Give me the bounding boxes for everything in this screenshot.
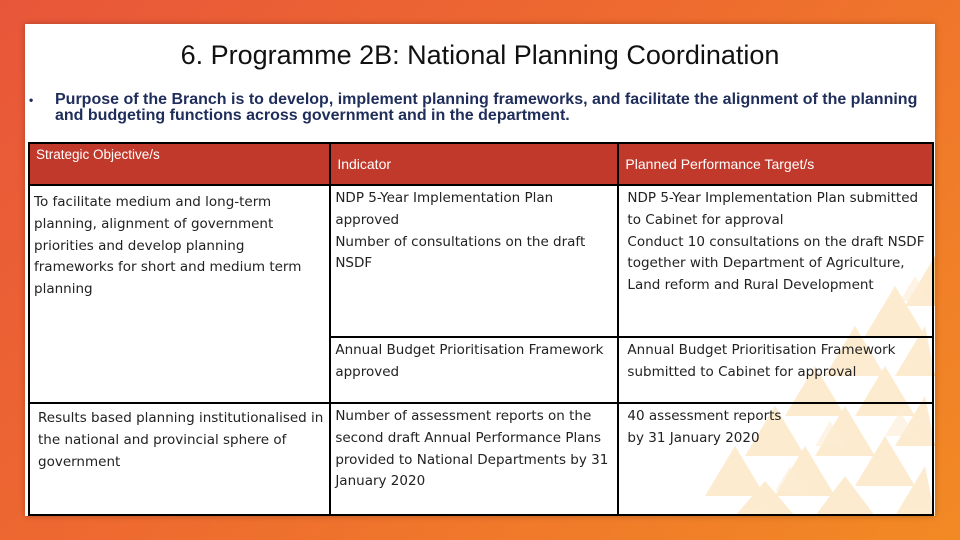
objective-cell	[29, 185, 330, 403]
target-text: Conduct 10 consultations on the draft NSDF together with Department of Agriculture, Land reform and Rural Development	[627, 233, 925, 294]
objective-text: Results based planning institutionalised in the national and provincial sphere of government	[38, 410, 324, 470]
table-row	[29, 403, 933, 515]
purpose-statement	[29, 91, 925, 124]
indicator-cell	[330, 337, 618, 403]
header-planned-target: Planned Performance Target/s	[618, 143, 933, 185]
indicator-text: Number of consultations on the draft NSDF	[335, 233, 586, 272]
table-row	[29, 185, 933, 337]
target-cell	[618, 337, 933, 403]
target-text: Annual Budget Prioritisation Framework submitted to Cabinet for approval	[627, 342, 896, 380]
target-text: 40 assessment reports by 31 January 2020	[627, 408, 782, 446]
indicator-cell	[330, 185, 618, 337]
bullet-icon: •	[29, 93, 34, 107]
table-header-row	[29, 143, 933, 185]
indicator-text: Annual Budget Prioritisation Framework approved	[335, 342, 604, 380]
indicator-text: NDP 5-Year Implementation Plan approved	[335, 190, 554, 228]
objectives-table	[28, 142, 934, 516]
objective-cell	[29, 403, 330, 515]
slide-panel	[25, 24, 935, 516]
purpose-text: Purpose of the Branch is to develop, implement planning frameworks, and facilitate the alignment of the planning and budgeting functions across government and in the department.	[55, 91, 918, 124]
target-text: NDP 5-Year Implementation Plan submitted to Cabinet for approval	[627, 190, 919, 228]
header-strategic-objective: Strategic Objective/s	[29, 143, 330, 185]
target-cell	[618, 403, 933, 515]
indicator-text: Number of assessment reports on the second draft Annual Performance Plans provided to National Departments by 31 January 2020	[335, 408, 609, 490]
indicator-cell	[330, 403, 618, 515]
objective-text: To facilitate medium and long-term planning, alignment of government priorities and develop planning frameworks for short and medium term planning	[34, 194, 302, 298]
slide-title: 6. Programme 2B: National Planning Coordination	[180, 40, 780, 70]
header-indicator: Indicator	[330, 143, 618, 185]
target-cell	[618, 185, 933, 337]
